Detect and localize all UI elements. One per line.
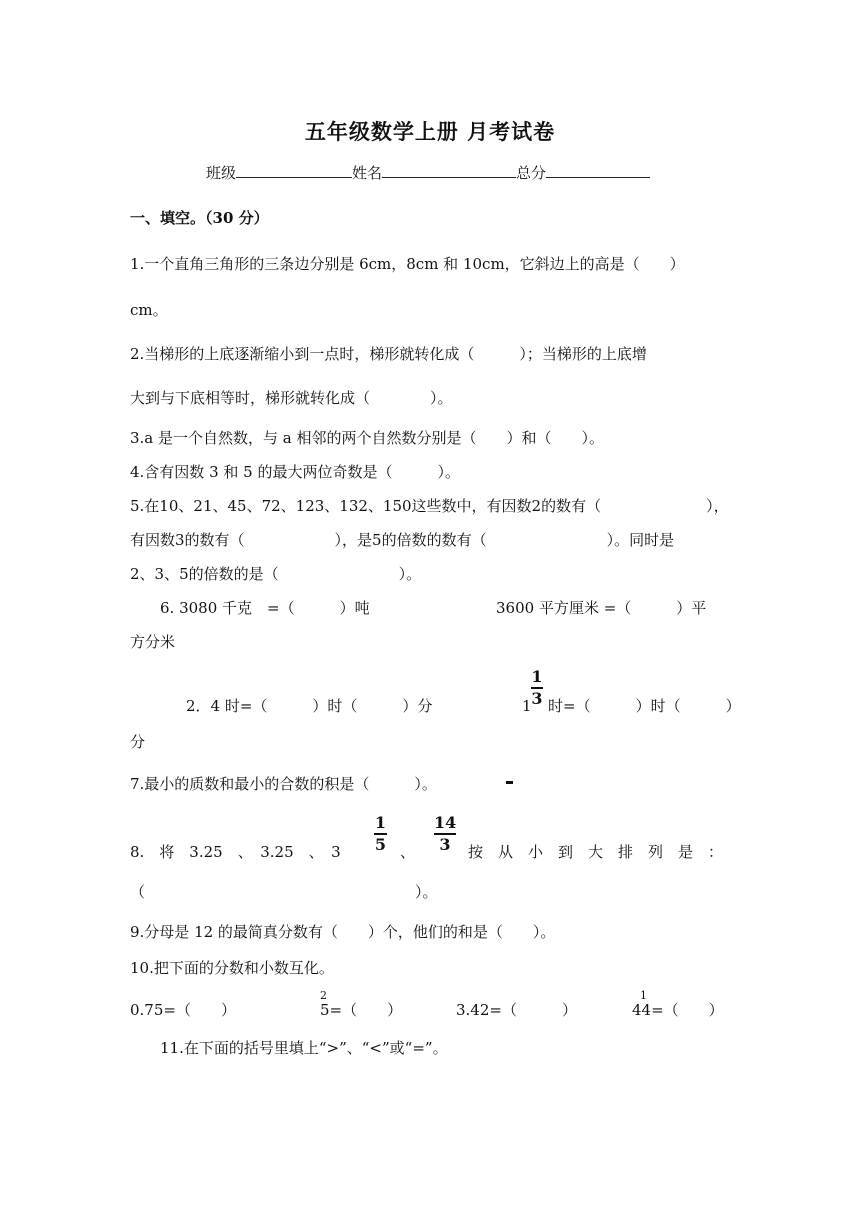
question-11: 11.在下面的括号里填上“>”、“<”或“=”。 — [160, 1039, 448, 1057]
fraction-numerator: 14 — [434, 813, 457, 832]
question-8-line-2: （ ）。 — [130, 883, 438, 901]
fraction-denominator: 5 — [374, 835, 387, 854]
question-8-suffix: 按 从 小 到 大 排 列 是 ： — [468, 843, 724, 861]
question-8-separator: 、 — [400, 843, 416, 861]
fraction-numerator: 1 — [374, 813, 387, 832]
fraction-denominator: 3 — [439, 835, 451, 854]
question-1-line-2: cm。 — [130, 301, 168, 319]
question-9: 9.分母是 12 的最简真分数有（ ）个，他们的和是（ ）。 — [130, 923, 556, 941]
question-10-item-b-numerator: 2 — [320, 989, 327, 1002]
question-10-item-c: 3.42=（ ） — [456, 1001, 577, 1019]
question-1-line-1: 1.一个直角三角形的三条边分别是 6cm，8cm 和 10cm，它斜边上的高是（ ） — [130, 255, 685, 273]
question-7: 7.最小的质数和最小的合数的积是（ ）。 — [130, 775, 437, 793]
question-2-line-1: 2.当梯形的上底逐渐缩小到一点时，梯形就转化成（ ）；当梯形的上底增 — [130, 345, 647, 363]
name-blank[interactable] — [382, 162, 516, 178]
question-6-part-d: 时=（ ）时（ ） — [548, 697, 741, 715]
question-10: 10.把下面的分数和小数互化。 — [130, 959, 334, 977]
question-10-item-b: 5=（ ） — [320, 1001, 403, 1019]
question-6-part-c: 2．4 时=（ ）时（ ）分 — [186, 697, 433, 715]
question-4: 4.含有因数 3 和 5 的最大两位奇数是（ ）。 — [130, 463, 460, 481]
score-label: 总分 — [516, 164, 547, 182]
question-10-item-d-numerator: 1 — [640, 989, 647, 1002]
score-blank[interactable] — [546, 162, 650, 178]
stray-mark — [506, 781, 513, 784]
question-6-part-b: 3600 平方厘米 =（ ）平 — [496, 599, 707, 617]
name-label: 姓名 — [352, 164, 383, 182]
class-label: 班级 — [206, 164, 237, 182]
question-5-line-2: 有因数3的数有（ ），是5的倍数的数有（ ）。同时是 — [130, 531, 675, 549]
question-6-part-b-cont: 方分米 — [130, 633, 176, 651]
question-6-part-c-cont: 分 — [130, 733, 146, 751]
fraction-one-third — [531, 668, 543, 708]
question-10-item-d: 44=（ ） — [632, 1001, 724, 1019]
section-heading: 一、填空。（30 分） — [130, 209, 269, 227]
question-6-part-a: 6. 3080 千克 =（ ）吨 — [160, 599, 370, 617]
fraction-numerator: 1 — [531, 667, 543, 686]
question-3: 3.a 是一个自然数，与 a 相邻的两个自然数分别是（ ）和（ ）。 — [130, 429, 605, 447]
question-6-part-d-whole: 1 — [522, 697, 532, 715]
page-title: 五年级数学上册 月考试卷 — [304, 119, 556, 144]
question-2-line-2: 大到与下底相等时，梯形就转化成（ ）。 — [130, 389, 453, 407]
question-5-line-3: 2、3、5的倍数的是（ ）。 — [130, 565, 422, 583]
question-5-line-1: 5.在10、21、45、72、123、132、150这些数中，有因数2的数有（ ）， — [130, 497, 729, 515]
class-blank[interactable] — [236, 162, 352, 178]
fraction-fourteen-thirds — [434, 814, 456, 854]
question-10-item-a: 0.75=（ ） — [130, 1001, 236, 1019]
header-info-row — [206, 162, 650, 183]
fraction-denominator: 3 — [531, 689, 543, 708]
question-8-prefix: 8. 将 3.25 、 3.25 、 3 — [130, 843, 341, 861]
fraction-one-fifth — [374, 814, 387, 854]
